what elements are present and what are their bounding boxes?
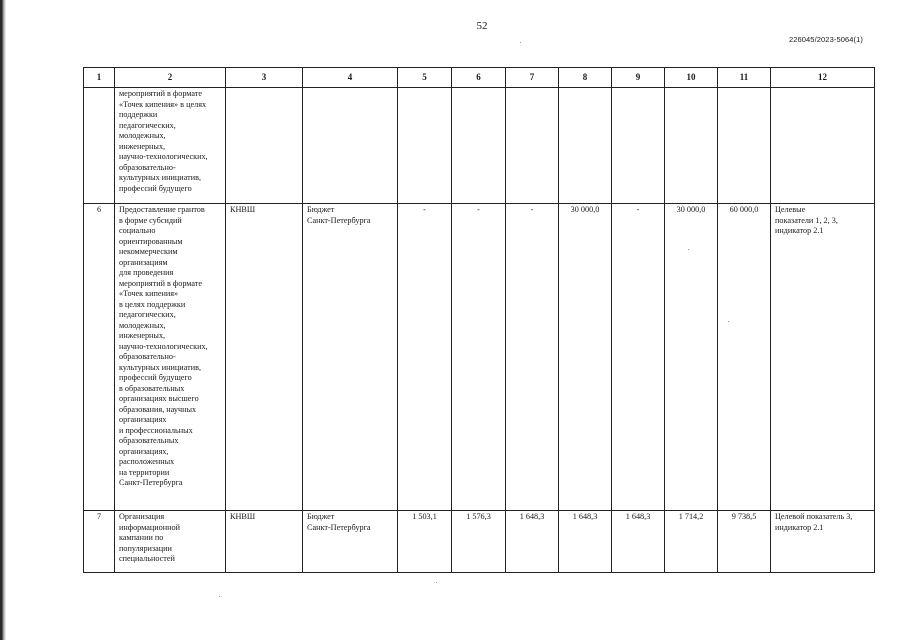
description-line: кампании по xyxy=(119,533,164,542)
col-header: 8 xyxy=(559,68,612,88)
scan-edge xyxy=(0,0,6,640)
description-line: инженерных, xyxy=(119,141,166,151)
description-line: образовательно- xyxy=(119,162,176,172)
cell-num: 7 xyxy=(84,511,115,573)
col-header: 12 xyxy=(771,68,875,88)
cell-value: - xyxy=(398,204,452,511)
table-row xyxy=(84,511,875,573)
document-id: 226045/2023-5064(1) xyxy=(788,35,863,44)
scan-speck xyxy=(688,249,689,250)
indicator-line: индикатор 2.1 xyxy=(775,226,824,235)
cell-value: 30 000,0 xyxy=(559,204,612,511)
description-line: социально xyxy=(119,226,156,235)
cell-executor: КНВШ xyxy=(226,204,303,511)
cell-value xyxy=(398,88,452,204)
cell-source xyxy=(303,204,398,511)
col-header: 4 xyxy=(303,68,398,88)
cell-source xyxy=(303,511,398,573)
description-line: ориентированным xyxy=(119,236,183,246)
description-line: организациях xyxy=(119,415,167,424)
cell-num xyxy=(84,88,115,204)
description-line: образовательно- xyxy=(119,352,176,361)
cell-executor: КНВШ xyxy=(226,511,303,573)
cell-value: 1 648,3 xyxy=(559,511,612,573)
cell-value xyxy=(506,88,559,204)
cell-value: 9 738,5 xyxy=(718,511,771,573)
description-line: поддержки xyxy=(119,110,158,119)
description-line: «Точек кипения» в целях xyxy=(119,99,207,109)
cell-value: 60 000,0 xyxy=(718,204,771,511)
header-row xyxy=(84,68,875,88)
description-line: организациях, xyxy=(119,446,169,456)
description-line: молодежных, xyxy=(119,131,166,140)
description-line: организациях высшего xyxy=(119,394,199,403)
description-line: мероприятий в формате xyxy=(119,278,203,288)
cell-value: 1 648,3 xyxy=(506,511,559,573)
description-line: «Точек кипения» xyxy=(119,289,179,298)
col-header: 6 xyxy=(452,68,506,88)
cell-value xyxy=(665,88,718,204)
indicator-line: показатели 1, 2, 3, xyxy=(775,215,838,225)
col-header: 3 xyxy=(226,68,303,88)
cell-value: 30 000,0 xyxy=(665,204,718,511)
description-line: молодежных, xyxy=(119,320,166,330)
description-line: популяризации xyxy=(119,543,172,553)
description-line: организациям xyxy=(119,257,168,267)
description-line: инженерных, xyxy=(119,331,166,340)
description-line: в целях поддержки xyxy=(119,299,186,309)
description-line: научно-технологических, xyxy=(119,341,208,351)
cell-value: 1 648,3 xyxy=(612,511,665,573)
description-line: педагогических, xyxy=(119,310,176,319)
col-header: 11 xyxy=(718,68,771,88)
col-header: 1 xyxy=(84,68,115,88)
source-line: Санкт-Петербурга xyxy=(307,215,371,225)
cell-indicator xyxy=(771,88,875,204)
scan-speck xyxy=(219,596,220,597)
budget-table xyxy=(83,67,875,573)
col-header: 5 xyxy=(398,68,452,88)
cell-value xyxy=(718,88,771,204)
description-line: в образовательных xyxy=(119,383,185,393)
indicator-line: Целевой показатель 3, xyxy=(775,512,853,521)
cell-value: - xyxy=(612,204,665,511)
cell-value xyxy=(559,88,612,204)
cell-num: 6 xyxy=(84,204,115,511)
cell-value xyxy=(612,88,665,204)
description-line: специальностей xyxy=(119,554,175,563)
col-header: 2 xyxy=(115,68,226,88)
table-row xyxy=(84,204,875,511)
cell-source xyxy=(303,88,398,204)
cell-value: - xyxy=(452,204,506,511)
source-line: Бюджет xyxy=(307,205,335,214)
description-line: некоммерческим xyxy=(119,247,178,256)
source-line: Бюджет xyxy=(307,512,335,521)
description-line: и профессиональных xyxy=(119,425,193,435)
description-line: информационной xyxy=(119,522,180,532)
cell-executor xyxy=(226,88,303,204)
cell-value xyxy=(452,88,506,204)
scan-speck xyxy=(520,42,521,43)
cell-value: - xyxy=(506,204,559,511)
source-line: Санкт-Петербурга xyxy=(307,522,371,532)
scan-speck xyxy=(728,321,729,322)
indicator-line: индикатор 2.1 xyxy=(775,522,824,532)
col-header: 9 xyxy=(612,68,665,88)
cell-description xyxy=(115,88,226,204)
cell-description xyxy=(115,511,226,573)
description-line: для проведения xyxy=(119,268,174,277)
description-line: мероприятий в формате xyxy=(119,89,203,98)
description-line: на территории xyxy=(119,467,170,477)
cell-indicator xyxy=(771,204,875,511)
description-line: в форме субсидий xyxy=(119,215,182,225)
cell-indicator xyxy=(771,511,875,573)
indicator-line: Целевые xyxy=(775,205,806,214)
page-number: 52 xyxy=(476,20,488,32)
description-line: профессий будущего xyxy=(119,183,192,193)
description-line: Организация xyxy=(119,512,165,521)
description-line: Санкт-Петербурга xyxy=(119,478,183,487)
description-line: педагогических, xyxy=(119,120,176,130)
col-header: 10 xyxy=(665,68,718,88)
cell-description xyxy=(115,204,226,511)
description-line: культурных инициатив, xyxy=(119,173,201,182)
table-row-continuation xyxy=(84,88,875,204)
description-line: образовательных xyxy=(119,436,179,445)
description-line: культурных инициатив, xyxy=(119,362,201,372)
cell-value: 1 503,1 xyxy=(398,511,452,573)
description-line: профессий будущего xyxy=(119,373,192,382)
col-header: 7 xyxy=(506,68,559,88)
cell-value: 1 714,2 xyxy=(665,511,718,573)
description-line: научно-технологических, xyxy=(119,152,208,161)
description-line: Предоставление грантов xyxy=(119,205,205,214)
description-line: образования, научных xyxy=(119,404,197,414)
cell-value: 1 576,3 xyxy=(452,511,506,573)
description-line: расположенных xyxy=(119,457,175,466)
scan-speck xyxy=(436,582,437,583)
